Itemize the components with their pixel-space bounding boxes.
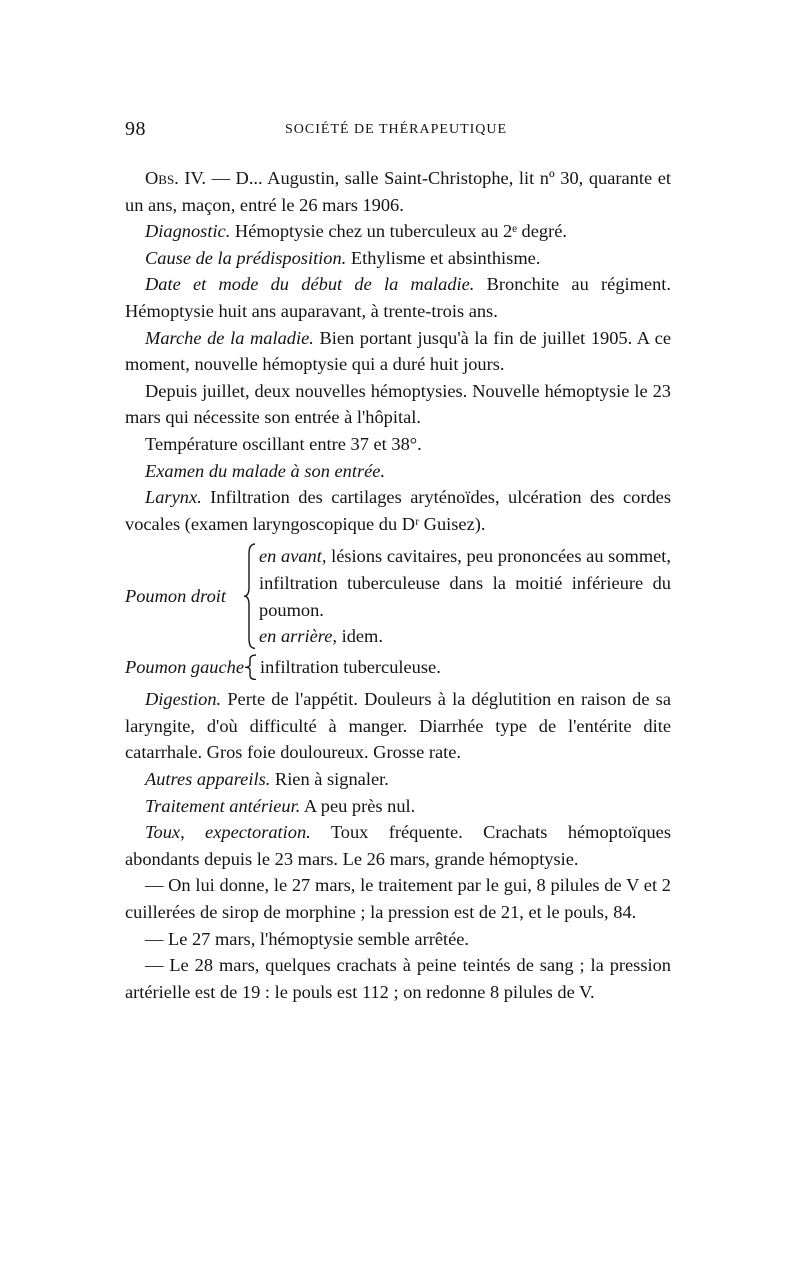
examen-label: Examen du malade à son entrée. bbox=[145, 460, 386, 481]
marche-text: Bien portant jusqu'à la fin de juillet 1905. A ce moment, nouvelle hémoptysie qui a duré huit jours. bbox=[125, 327, 671, 375]
cause-text: Ethylisme et absinthisme. bbox=[346, 247, 541, 268]
paragraph-28: — Le 28 mars, quelques crachats à peine teintés de sang ; la pression artérielle est de 19 : le pouls est 112 ; on redonne 8 pilules de V. bbox=[125, 955, 671, 1002]
poumon-gauche-content: infiltration tuberculeuse. bbox=[260, 656, 441, 677]
poumon-droit-label: Poumon droit bbox=[125, 586, 226, 607]
brace-icon bbox=[243, 543, 257, 649]
traitement-label: Traitement antérieur. bbox=[145, 795, 301, 816]
paragraph-27-gui: — On lui donne, le 27 mars, le traitement par le gui, 8 pilules de V et 2 cuillerées de sirop de morphine ; la pression est de 21, et le pouls, 84. bbox=[125, 875, 671, 923]
marche-label: Marche de la maladie. bbox=[145, 327, 314, 348]
paragraph-obs bbox=[125, 165, 671, 218]
digestion-label: Digestion. bbox=[145, 689, 222, 710]
paragraph-cause bbox=[125, 245, 671, 272]
paragraph-autres bbox=[125, 766, 671, 793]
paragraph-toux bbox=[125, 819, 671, 872]
page-number: 98 bbox=[125, 118, 146, 140]
date-label: Date et mode du début de la maladie. bbox=[145, 274, 475, 295]
paragraph-27-arret: — Le 27 mars, l'hémoptysie semble arrêtée. bbox=[145, 928, 470, 949]
autres-label: Autres appareils. bbox=[145, 769, 271, 790]
toux-text: Toux fréquente. Crachats hémoptoïques abondants depuis le 23 mars. Le 26 mars, grande hémoptysie. bbox=[125, 822, 671, 869]
document-body bbox=[125, 165, 671, 1005]
paragraph-temperature: Température oscillant entre 37 et 38°. bbox=[145, 433, 422, 454]
poumon-gauche-block bbox=[125, 654, 671, 681]
paragraph-diagnostic bbox=[125, 218, 671, 245]
larynx-text: Infiltration des cartilages aryténoïdes, ulcération des cordes vocales (examen laryngoscopique du Dʳ Guisez). bbox=[125, 487, 671, 534]
avant-text: lésions cavitaires, peu prononcées au sommet, infiltration tuberculeuse dans la moitié inférieure du poumon. bbox=[259, 546, 671, 620]
poumon-droit-content bbox=[257, 543, 671, 649]
arriere-label: en arrière, bbox=[259, 626, 337, 647]
paragraph-examen bbox=[125, 458, 671, 485]
larynx-label: Larynx. bbox=[145, 487, 202, 508]
poumon-gauche-label: Poumon gauche bbox=[125, 656, 245, 677]
paragraph-date bbox=[125, 271, 671, 324]
diagnostic-label: Diagnostic. bbox=[145, 221, 231, 242]
diagnostic-text: Hémoptysie chez un tuberculeux au 2ᵉ degré. bbox=[230, 221, 567, 242]
paragraph-larynx bbox=[125, 484, 671, 537]
avant-label: en avant, bbox=[259, 546, 327, 567]
obs-text: — D... Augustin, salle Saint-Christophe, lit nº 30, quarante et un ans, maçon, entré le 26 mars 1906. bbox=[125, 168, 671, 215]
paragraph-depuis: Depuis juillet, deux nouvelles hémoptysies. Nouvelle hémoptysie le 23 mars qui nécessite son entrée à l'hôpital. bbox=[125, 380, 671, 428]
digestion-text: Perte de l'appétit. Douleurs à la déglutition en raison de sa laryngite, d'où difficulté à manger. Diarrhée type de l'entérite dite catarrhale. Gros foie douloureux. Grosse rate. bbox=[125, 689, 671, 763]
poumon-droit-block bbox=[125, 543, 671, 649]
paragraph-marche bbox=[125, 325, 671, 378]
arriere-text: idem. bbox=[336, 626, 383, 647]
paragraph-digestion bbox=[125, 686, 671, 766]
obs-label: Obs. IV. bbox=[145, 168, 206, 188]
paragraph-traitement bbox=[125, 793, 671, 820]
page-header bbox=[125, 118, 673, 144]
running-head: SOCIÉTÉ DE THÉRAPEUTIQUE bbox=[285, 122, 508, 137]
toux-label: Toux, expectoration. bbox=[145, 822, 311, 843]
poumon-droit-arriere bbox=[259, 623, 671, 650]
date-text: Bronchite au régiment. Hémoptysie huit ans auparavant, à trente-trois ans. bbox=[125, 274, 671, 321]
poumon-droit-avant bbox=[259, 543, 671, 623]
autres-text: Rien à signaler. bbox=[270, 769, 389, 790]
traitement-text: A peu près nul. bbox=[300, 795, 416, 816]
cause-label: Cause de la prédisposition. bbox=[145, 247, 347, 268]
brace-icon bbox=[244, 654, 258, 681]
